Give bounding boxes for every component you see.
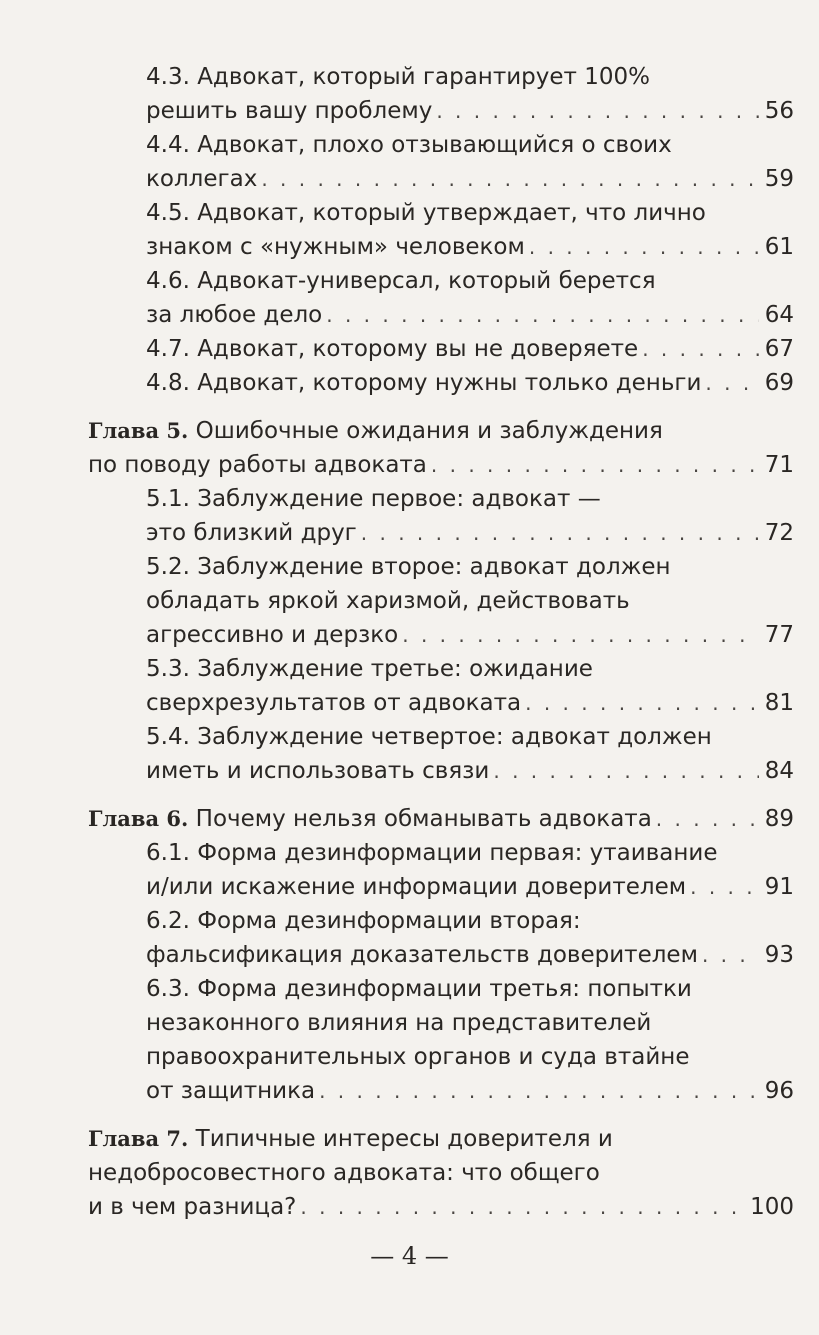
toc-entry-text <box>146 554 671 580</box>
toc-page-number: 91 <box>764 874 794 900</box>
toc-entry-text <box>146 268 656 294</box>
toc-entry-text <box>146 200 706 226</box>
toc-entry-line <box>88 972 794 1006</box>
toc-page-number: 56 <box>764 98 794 124</box>
toc-entry-text <box>146 976 692 1002</box>
chapter-label: Глава 5. <box>88 418 189 443</box>
entry-title-text: знаком с «нужным» человеком <box>146 234 525 260</box>
toc-entry-line <box>88 652 794 686</box>
entry-title-text: 5.2. Заблуждение второе: адвокат должен <box>146 554 671 580</box>
toc-entry-line <box>88 162 794 196</box>
toc-entry-text <box>146 230 525 264</box>
toc-entry-line <box>88 298 794 332</box>
toc-section-entry[interactable] <box>88 836 794 904</box>
entry-title-text: недобросовестного адвоката: что общего <box>88 1160 600 1186</box>
toc-entry-text <box>146 908 581 934</box>
entry-title-text: 4.5. Адвокат, который утверждает, что лично <box>146 200 706 226</box>
toc-page-number: 67 <box>764 336 794 362</box>
toc-entry-line <box>88 550 794 584</box>
entry-title-text: и в чем разница? <box>88 1194 297 1220</box>
toc-entry-line <box>88 836 794 870</box>
toc-entry-line <box>88 414 794 448</box>
toc-entry-line <box>88 94 794 128</box>
entry-title-text: 6.3. Форма дезинформации третья: попытки <box>146 976 692 1002</box>
toc-entry-text <box>146 1044 689 1070</box>
toc-entry-text <box>146 840 718 866</box>
toc-entry-text <box>146 588 630 614</box>
toc-page-number: 100 <box>750 1194 794 1220</box>
toc-section-entry[interactable] <box>88 264 794 332</box>
toc-entry-text <box>146 938 698 972</box>
toc-entry-text <box>146 366 701 400</box>
toc-page-number: 84 <box>764 758 794 784</box>
toc-section-entry[interactable] <box>88 652 794 720</box>
toc-entry-line <box>88 60 794 94</box>
toc-page-number: 89 <box>764 806 794 832</box>
toc-section-entry[interactable] <box>88 482 794 550</box>
dot-leader <box>436 94 758 128</box>
entry-title-text: 5.4. Заблуждение четвертое: адвокат должен <box>146 724 712 750</box>
toc-entry-text <box>146 1010 651 1036</box>
toc-section-entry[interactable] <box>88 196 794 264</box>
page-number: — 4 — <box>370 1242 449 1270</box>
toc-chapter-entry[interactable] <box>88 414 794 482</box>
table-of-contents <box>88 60 794 1224</box>
toc-entry-text <box>146 618 398 652</box>
toc-entry-line <box>88 332 794 366</box>
toc-entry-line <box>88 584 794 618</box>
toc-entry-line <box>88 1190 794 1224</box>
dot-leader <box>656 802 759 836</box>
toc-entry-line <box>88 264 794 298</box>
toc-entry-text <box>146 516 357 550</box>
entry-title-text: за любое дело <box>146 302 323 328</box>
toc-section-entry[interactable] <box>88 332 794 366</box>
toc-entry-text <box>146 1074 315 1108</box>
toc-chapter-entry[interactable] <box>88 802 794 836</box>
toc-entry-text <box>146 724 712 750</box>
dot-leader <box>525 686 759 720</box>
dot-leader <box>326 298 758 332</box>
toc-entry-text <box>146 656 593 682</box>
toc-entry-line <box>88 1156 794 1190</box>
toc-page-number: 77 <box>764 622 794 648</box>
entry-title-text: от защитника <box>146 1078 316 1104</box>
entry-title-text: правоохранительных органов и суда втайне <box>146 1044 690 1070</box>
toc-section-entry[interactable] <box>88 60 794 128</box>
entry-title-text: коллегах <box>146 166 258 192</box>
entry-title-text: по поводу работы адвоката <box>88 452 427 478</box>
toc-page-number: 93 <box>764 942 794 968</box>
toc-section-entry[interactable] <box>88 128 794 196</box>
toc-entry-line <box>88 1040 794 1074</box>
toc-entry-text <box>146 686 521 720</box>
toc-entry-line <box>88 802 794 836</box>
toc-entry-line <box>88 1074 794 1108</box>
toc-entry-line <box>88 686 794 720</box>
toc-section-entry[interactable] <box>88 366 794 400</box>
toc-section-entry[interactable] <box>88 550 794 652</box>
entry-title-text: 4.4. Адвокат, плохо отзывающийся о своих <box>146 132 672 158</box>
toc-entry-line <box>88 904 794 938</box>
entry-title-text: обладать яркой харизмой, действовать <box>146 588 630 614</box>
entry-title-text: агрессивно и дерзко <box>146 622 399 648</box>
entry-title-text: 4.8. Адвокат, которому нужны только деньги <box>146 370 702 396</box>
toc-entry-text <box>146 94 432 128</box>
entry-title-text: фальсификация доказательств доверителем <box>146 942 698 968</box>
toc-page-number: 96 <box>764 1078 794 1104</box>
toc-page-number: 64 <box>764 302 794 328</box>
toc-entry-line <box>88 1122 794 1156</box>
chapter-label: Глава 6. <box>88 806 189 831</box>
dot-leader <box>705 366 758 400</box>
dot-leader <box>493 754 758 788</box>
toc-entry-text <box>146 298 322 332</box>
toc-entry-line <box>88 516 794 550</box>
entry-title-text: и/или искажение информации доверителем <box>146 874 687 900</box>
toc-entry-text <box>88 1160 600 1186</box>
toc-page-number: 81 <box>764 690 794 716</box>
entry-title-text: 5.1. Заблуждение первое: адвокат — <box>146 486 601 512</box>
entry-title-text: Почему нельзя обманывать адвоката <box>195 806 652 832</box>
dot-leader <box>402 618 758 652</box>
toc-entry-text <box>146 870 686 904</box>
toc-entry-line <box>88 482 794 516</box>
dot-leader <box>319 1074 759 1108</box>
toc-entry-text <box>88 418 663 444</box>
toc-entry-text <box>146 332 638 366</box>
toc-page-number: 59 <box>764 166 794 192</box>
toc-entry-text <box>146 162 257 196</box>
entry-title-text: 6.1. Форма дезинформации первая: утаивание <box>146 840 718 866</box>
toc-entry-text <box>146 64 650 90</box>
toc-entry-text <box>146 754 489 788</box>
toc-section-entry[interactable] <box>88 904 794 972</box>
toc-entry-line <box>88 938 794 972</box>
toc-entry-line <box>88 720 794 754</box>
toc-chapter-entry[interactable] <box>88 1122 794 1224</box>
dot-leader <box>690 870 759 904</box>
toc-section-entry[interactable] <box>88 720 794 788</box>
dot-leader <box>529 230 759 264</box>
toc-page-number: 61 <box>764 234 794 260</box>
dot-leader <box>300 1190 744 1224</box>
toc-entry-text <box>146 486 601 512</box>
entry-title-text: Типичные интересы доверителя и <box>195 1126 613 1152</box>
entry-title-text: незаконного влияния на представителей <box>146 1010 652 1036</box>
entry-title-text: иметь и использовать связи <box>146 758 490 784</box>
toc-entry-line <box>88 870 794 904</box>
toc-entry-line <box>88 448 794 482</box>
dot-leader <box>642 332 759 366</box>
entry-title-text: решить вашу проблему <box>146 98 433 124</box>
toc-section-entry[interactable] <box>88 972 794 1108</box>
toc-entry-line <box>88 230 794 264</box>
dot-leader <box>261 162 758 196</box>
toc-page-number: 69 <box>764 370 794 396</box>
toc-entry-text <box>146 132 672 158</box>
dot-leader <box>361 516 759 550</box>
toc-entry-text <box>88 448 427 482</box>
toc-entry-line <box>88 754 794 788</box>
entry-title-text: 4.6. Адвокат-универсал, который берется <box>146 268 656 294</box>
toc-entry-text <box>88 1190 296 1224</box>
entry-title-text: это близкий друг <box>146 520 357 546</box>
dot-leader <box>431 448 759 482</box>
toc-entry-line <box>88 196 794 230</box>
entry-title-text: 4.7. Адвокат, которому вы не доверяете <box>146 336 639 362</box>
entry-title-text: 6.2. Форма дезинформации вторая: <box>146 908 581 934</box>
dot-leader <box>702 938 759 972</box>
toc-page-number: 71 <box>764 452 794 478</box>
toc-entry-text <box>88 802 652 836</box>
entry-title-text: Ошибочные ожидания и заблуждения <box>195 418 663 444</box>
toc-entry-text <box>88 1126 613 1152</box>
toc-entry-line <box>88 618 794 652</box>
toc-entry-line <box>88 366 794 400</box>
entry-title-text: 4.3. Адвокат, который гарантирует 100% <box>146 64 651 90</box>
entry-title-text: 5.3. Заблуждение третье: ожидание <box>146 656 593 682</box>
entry-title-text: сверхрезультатов от адвоката <box>146 690 522 716</box>
toc-entry-line <box>88 128 794 162</box>
toc-entry-line <box>88 1006 794 1040</box>
chapter-label: Глава 7. <box>88 1126 189 1151</box>
toc-page-number: 72 <box>764 520 794 546</box>
